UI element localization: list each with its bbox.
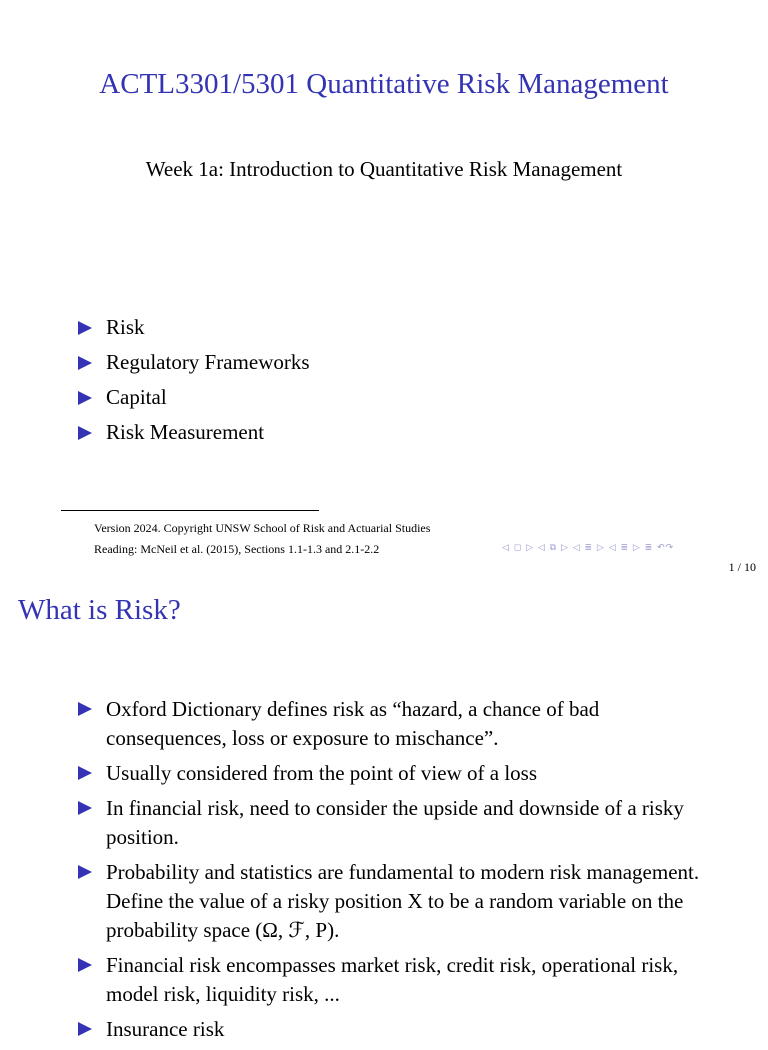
bullet-triangle-icon bbox=[78, 321, 92, 335]
bullet-triangle-icon bbox=[78, 356, 92, 370]
bullet-item: Usually considered from the point of view of a loss bbox=[78, 759, 718, 788]
bullet-triangle-icon bbox=[78, 766, 92, 780]
bullet-item: Oxford Dictionary defines risk as “hazard, a chance of bad consequences, loss or exposure to mischance”. bbox=[78, 695, 718, 753]
bullet-item: Insurance risk bbox=[78, 1015, 718, 1044]
bullet-list bbox=[78, 695, 718, 1050]
frame-title: What is Risk? bbox=[18, 594, 181, 626]
footnote-reading: Reading: McNeil et al. (2015), Sections 1.1-1.3 and 2.1-2.2 bbox=[94, 542, 380, 556]
footnote-rule bbox=[61, 510, 319, 511]
outline-item: Regulatory Frameworks bbox=[78, 345, 310, 380]
beamer-navigation-bar[interactable]: ◁ ◻ ▷ ◁ ⧉ ▷ ◁ ≣ ▷ ◁ ≣ ▷ ≣ ↶↷ bbox=[502, 543, 675, 553]
outline-item: Capital bbox=[78, 380, 310, 415]
bullet-triangle-icon bbox=[78, 865, 92, 879]
bullet-triangle-icon bbox=[78, 958, 92, 972]
bullet-item: Financial risk encompasses market risk, credit risk, operational risk, model risk, liquidity risk, ... bbox=[78, 951, 718, 1009]
footnote-version: Version 2024. Copyright UNSW School of Risk and Actuarial Studies bbox=[94, 521, 431, 535]
content-slide bbox=[0, 580, 768, 1041]
bullet-triangle-icon bbox=[78, 702, 92, 716]
outline-item: Risk bbox=[78, 310, 310, 345]
bullet-item: Probability and statistics are fundamental to modern risk management. Define the value of a risky position X to be a random variable on the probability space (Ω, ℱ, P). bbox=[78, 858, 718, 945]
bullet-triangle-icon bbox=[78, 391, 92, 405]
bullet-triangle-icon bbox=[78, 1022, 92, 1036]
presentation-subtitle: Week 1a: Introduction to Quantitative Risk Management bbox=[145, 157, 623, 181]
outline-item: Risk Measurement bbox=[78, 415, 310, 450]
presentation-title: ACTL3301/5301 Quantitative Risk Management bbox=[99, 68, 669, 100]
page-number: 1 / 10 bbox=[728, 560, 756, 574]
bullet-triangle-icon bbox=[78, 426, 92, 440]
bullet-triangle-icon bbox=[78, 801, 92, 815]
outline-list bbox=[78, 310, 310, 450]
bullet-item: In financial risk, need to consider the upside and downside of a risky position. bbox=[78, 794, 718, 852]
